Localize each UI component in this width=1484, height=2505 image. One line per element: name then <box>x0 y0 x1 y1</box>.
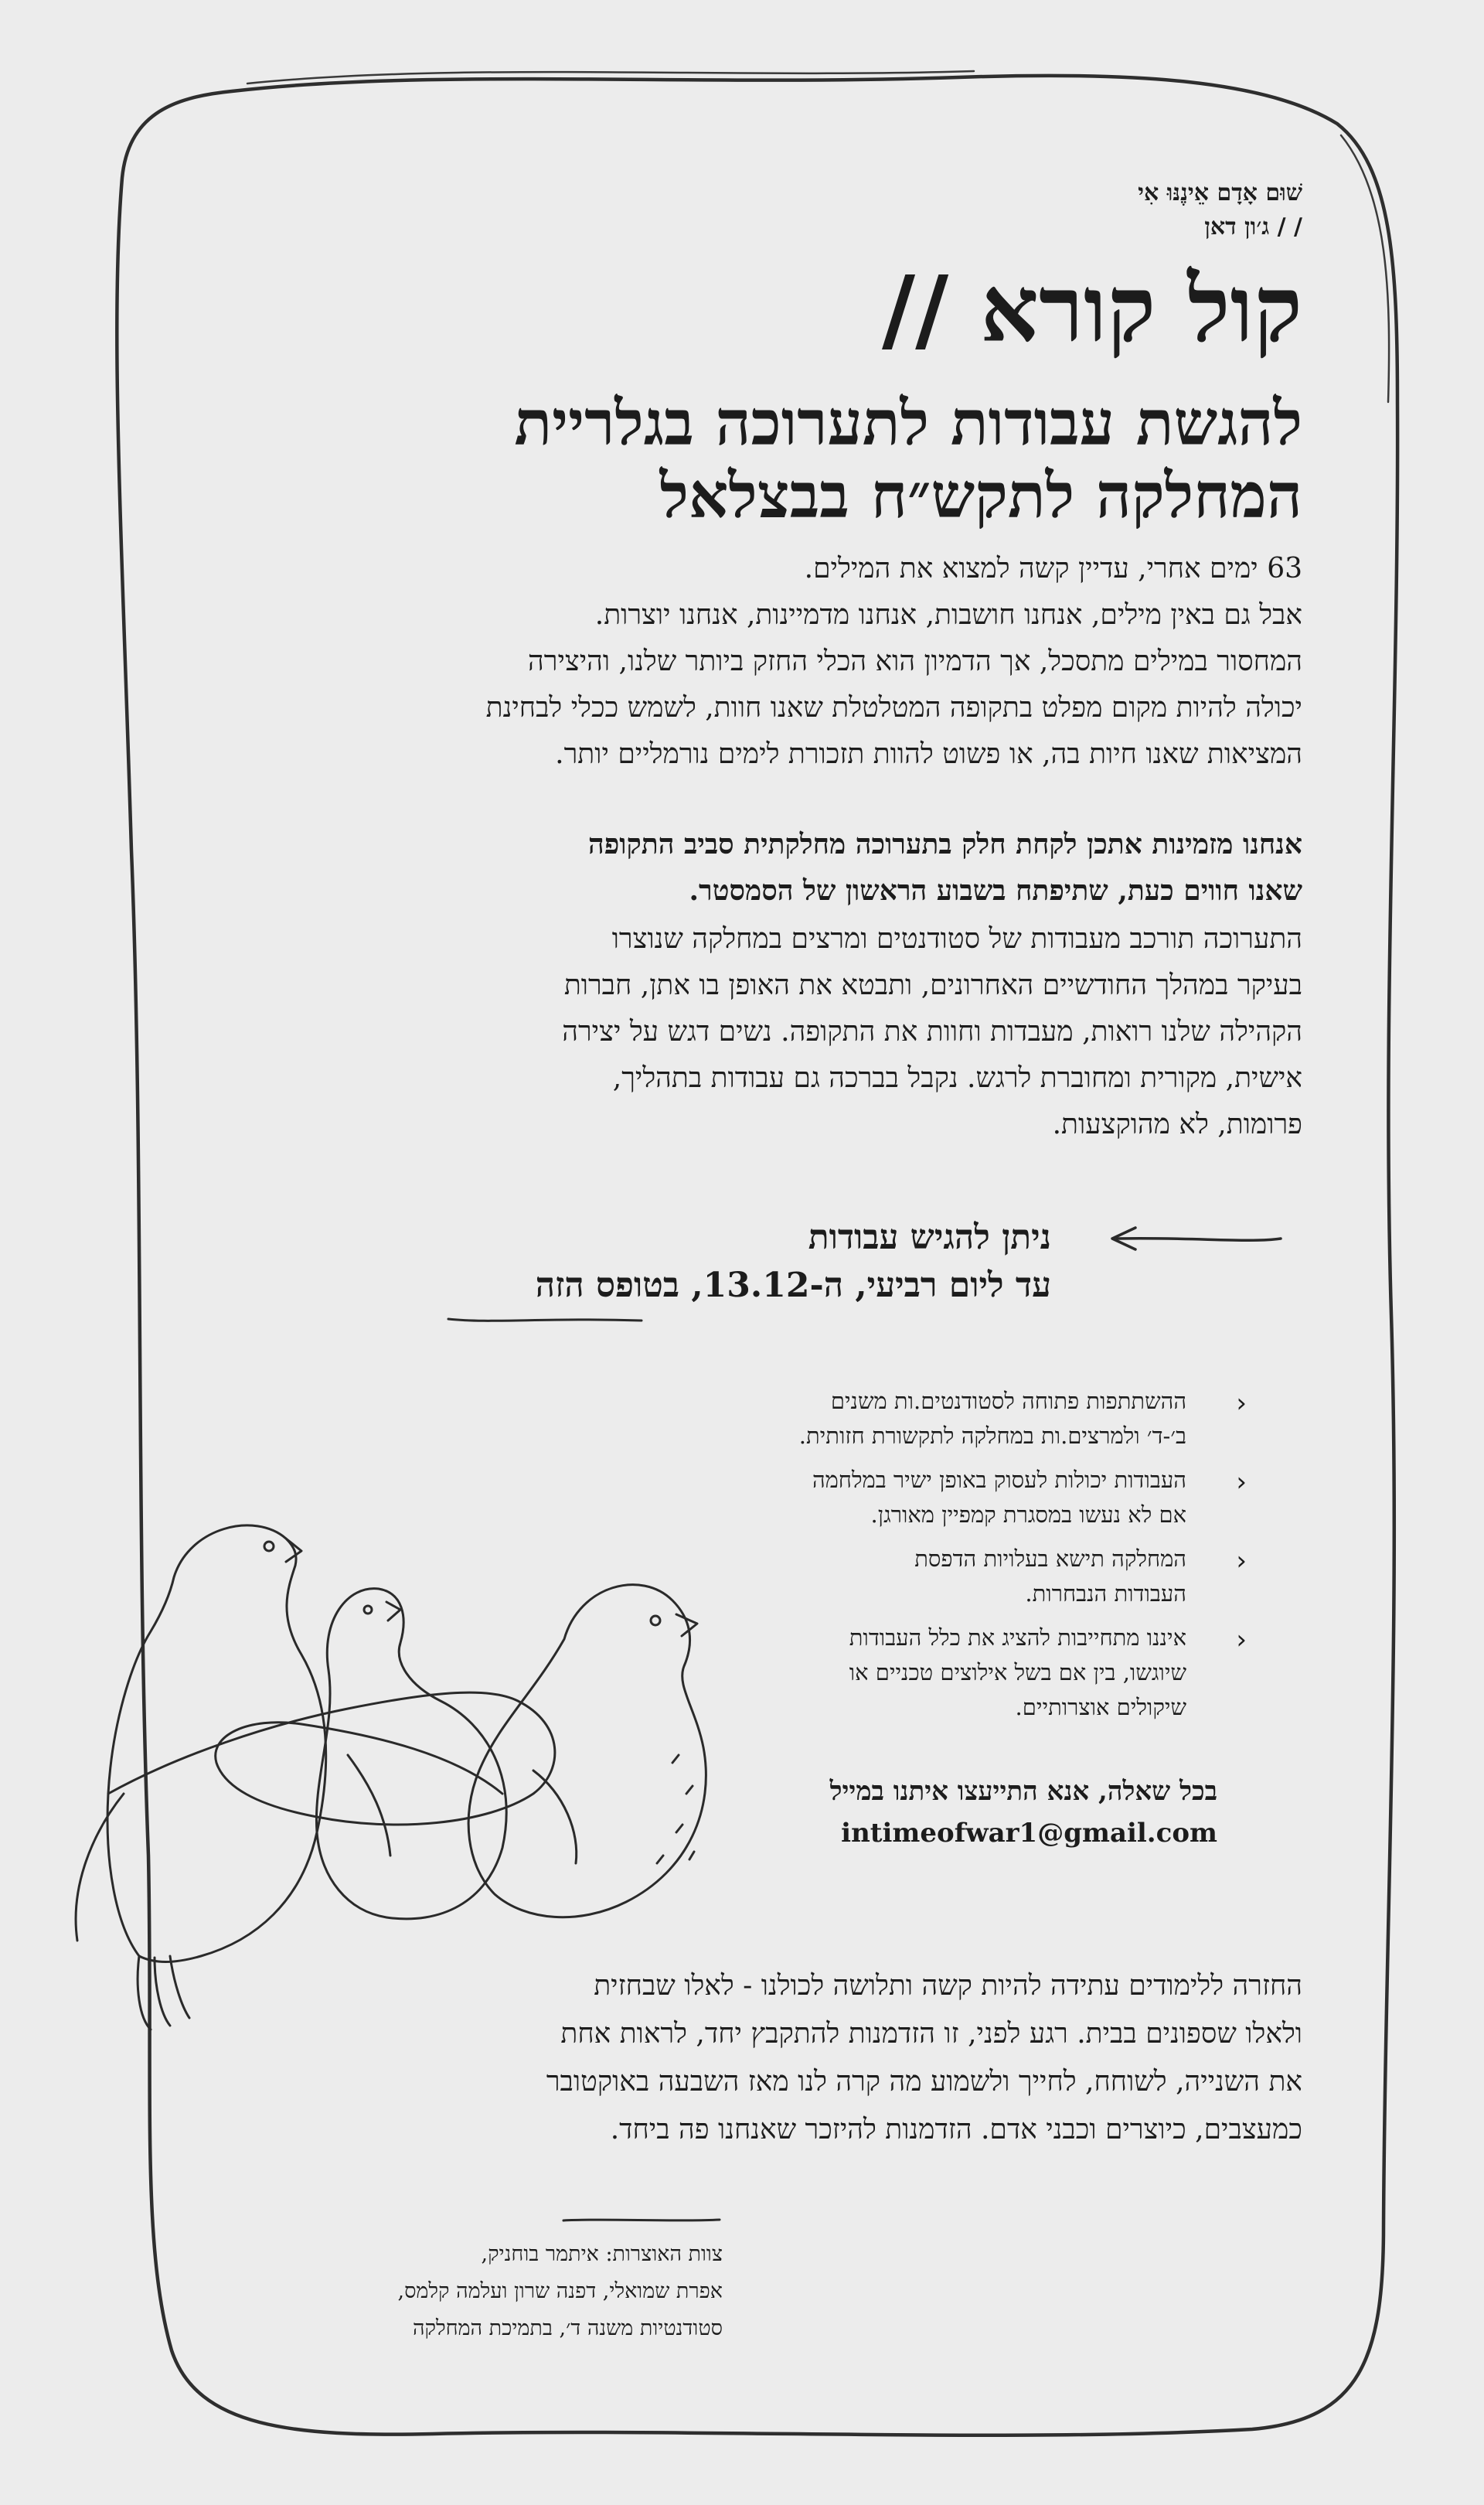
condition-line: המחלקה תישא בעלויות הדפסת <box>914 1546 1186 1572</box>
cta-deadline: עד ליום רביעי, ה-13.12, <box>691 1266 1051 1305</box>
motto-quote: שׁוּם אָדָם אֵינֶנּוּ אִי <box>1138 179 1302 206</box>
description-paragraph <box>189 916 1302 1148</box>
closing-line: את השנייה, לשוחח, לחייך ולשמוע מה קרה לנו מאז השבעה באוקטובר <box>546 2066 1302 2098</box>
contact-label: בכל שאלה, אנא התייעצו איתנו במייל <box>829 1776 1217 1807</box>
condition-line: אם לא נעשו במסגרת קמפיין מאורגן. <box>870 1501 1186 1528</box>
chevron-left-icon: ‹ <box>1236 1388 1247 1419</box>
list-item <box>676 1463 1247 1532</box>
list-item <box>676 1542 1247 1611</box>
cta-line-1: ניתן להגיש עבודות <box>808 1218 1051 1257</box>
conditions-list <box>676 1384 1247 1734</box>
closing-line: כמעצבים, כיוצרים וכבני אדם. הזדמנות להיזכר שאנחנו פה ביחד. <box>610 2114 1302 2145</box>
submission-cta <box>536 1214 1051 1310</box>
intro-line: המחסור במילים מתסכל, אך הדמיון הוא הכלי החזק ביותר שלנו, והיצירה <box>528 646 1302 677</box>
pigeons-illustration <box>23 1430 750 2033</box>
description-line: הקהילה שלנו רואות, מעבדות וחוות את התקופה. נשים דגש על יצירה <box>562 1016 1302 1048</box>
chevron-left-icon: ‹ <box>1236 1546 1247 1576</box>
submission-form-link[interactable]: בטופס הזה <box>535 1266 680 1305</box>
form-link-underline <box>444 1313 645 1328</box>
description-line: בעיקר במהלך החודשיים האחרונים, ותבטא את האופן בו אתן, חברות <box>563 970 1302 1001</box>
motto <box>1138 176 1302 244</box>
list-item <box>676 1384 1247 1454</box>
invite-line: שאנו חווים כעת, שתיפתח בשבוע הראשון של הסמסטר. <box>689 874 1302 907</box>
condition-line: איננו מתחייבות להציג את כלל העבודות <box>849 1624 1186 1651</box>
chevron-left-icon: ‹ <box>1236 1624 1247 1655</box>
condition-line: שיקולים אוצרותיים. <box>1015 1694 1186 1720</box>
description-line: אישית, מקורית ומחוברת לרגש. נקבל בברכה גם עבודות בתהליך, <box>612 1062 1302 1094</box>
team-line: צוות האוצרות: איתמר בוחניק, <box>481 2242 723 2266</box>
team-line: אפרת שמואלי, דפנה שרון ועלמה קלמס, <box>397 2279 723 2303</box>
chevron-left-icon: ‹ <box>1236 1467 1247 1498</box>
intro-paragraph <box>189 546 1302 778</box>
list-item <box>676 1621 1247 1725</box>
invite-line: אנחנו מזמינות אתכן לקחת חלק בתערוכה מחלקתית סביב התקופה <box>588 828 1302 861</box>
description-line: פרומות, לא מהוקצעות. <box>1052 1109 1302 1140</box>
subtitle-line-1: להגשת עבודות לתערוכה בגלריית <box>514 387 1302 459</box>
team-line: סטודנטיות משנה ד׳, בתמיכת המחלקה <box>412 2316 723 2340</box>
page-title: קול קורא // <box>882 255 1302 363</box>
intro-line: אבל גם באין מילים, אנחנו חושבות, אנחנו מדמיינות, אנחנו יוצרות. <box>594 599 1302 631</box>
condition-line: העבודות הנבחרות. <box>1025 1580 1186 1607</box>
condition-line: ההשתתפות פתוחה לסטודנטים.ות משנים <box>830 1388 1186 1414</box>
intro-line: 63 ימים אחרי, עדיין קשה למצוא את המילים. <box>804 553 1302 584</box>
intro-line: המציאות שאנו חיות בה, או פשוט להוות תזכורת לימים נורמליים יותר. <box>555 738 1302 770</box>
divider <box>560 2216 723 2225</box>
contact-email-link[interactable]: intimeofwar1@gmail.com <box>841 1818 1217 1849</box>
curatorial-team <box>397 2236 723 2347</box>
closing-line: ולאלו שספונים בבית. רגע לפני, זו הזדמנות להתקבץ יחד, לראות אחת <box>560 2018 1302 2050</box>
page-subtitle <box>189 387 1302 532</box>
motto-author: / / ג׳ון דאן <box>1204 213 1302 240</box>
closing-line: החזרה ללימודים עתידה להיות קשה ותלושה לכולנו - לאלו שבחזית <box>594 1970 1302 2002</box>
condition-line: העבודות יכולות לעסוק באופן ישיר במלחמה <box>812 1467 1186 1493</box>
invitation-paragraph <box>189 821 1302 914</box>
closing-paragraph <box>189 1962 1302 2154</box>
condition-line: שיוגשו, בין אם בשל אילוצים טכניים או <box>849 1659 1186 1685</box>
arrow-left-icon <box>1101 1222 1287 1260</box>
condition-line: ב׳-ד׳ ולמרצים.ות במחלקה לתקשורת חזותית. <box>798 1423 1186 1449</box>
contact-block <box>830 1771 1217 1854</box>
description-line: התערוכה תורכב מעבודות של סטודנטים ומרצים במחלקה שנוצרו <box>611 923 1302 955</box>
subtitle-line-2: המחלקה לתקש״ח בבצלאל <box>659 459 1302 532</box>
intro-line: יכולה להיות מקום מפלט בתקופה המטלטלת שאנו חוות, לשמש ככלי לבחינת <box>485 692 1302 724</box>
